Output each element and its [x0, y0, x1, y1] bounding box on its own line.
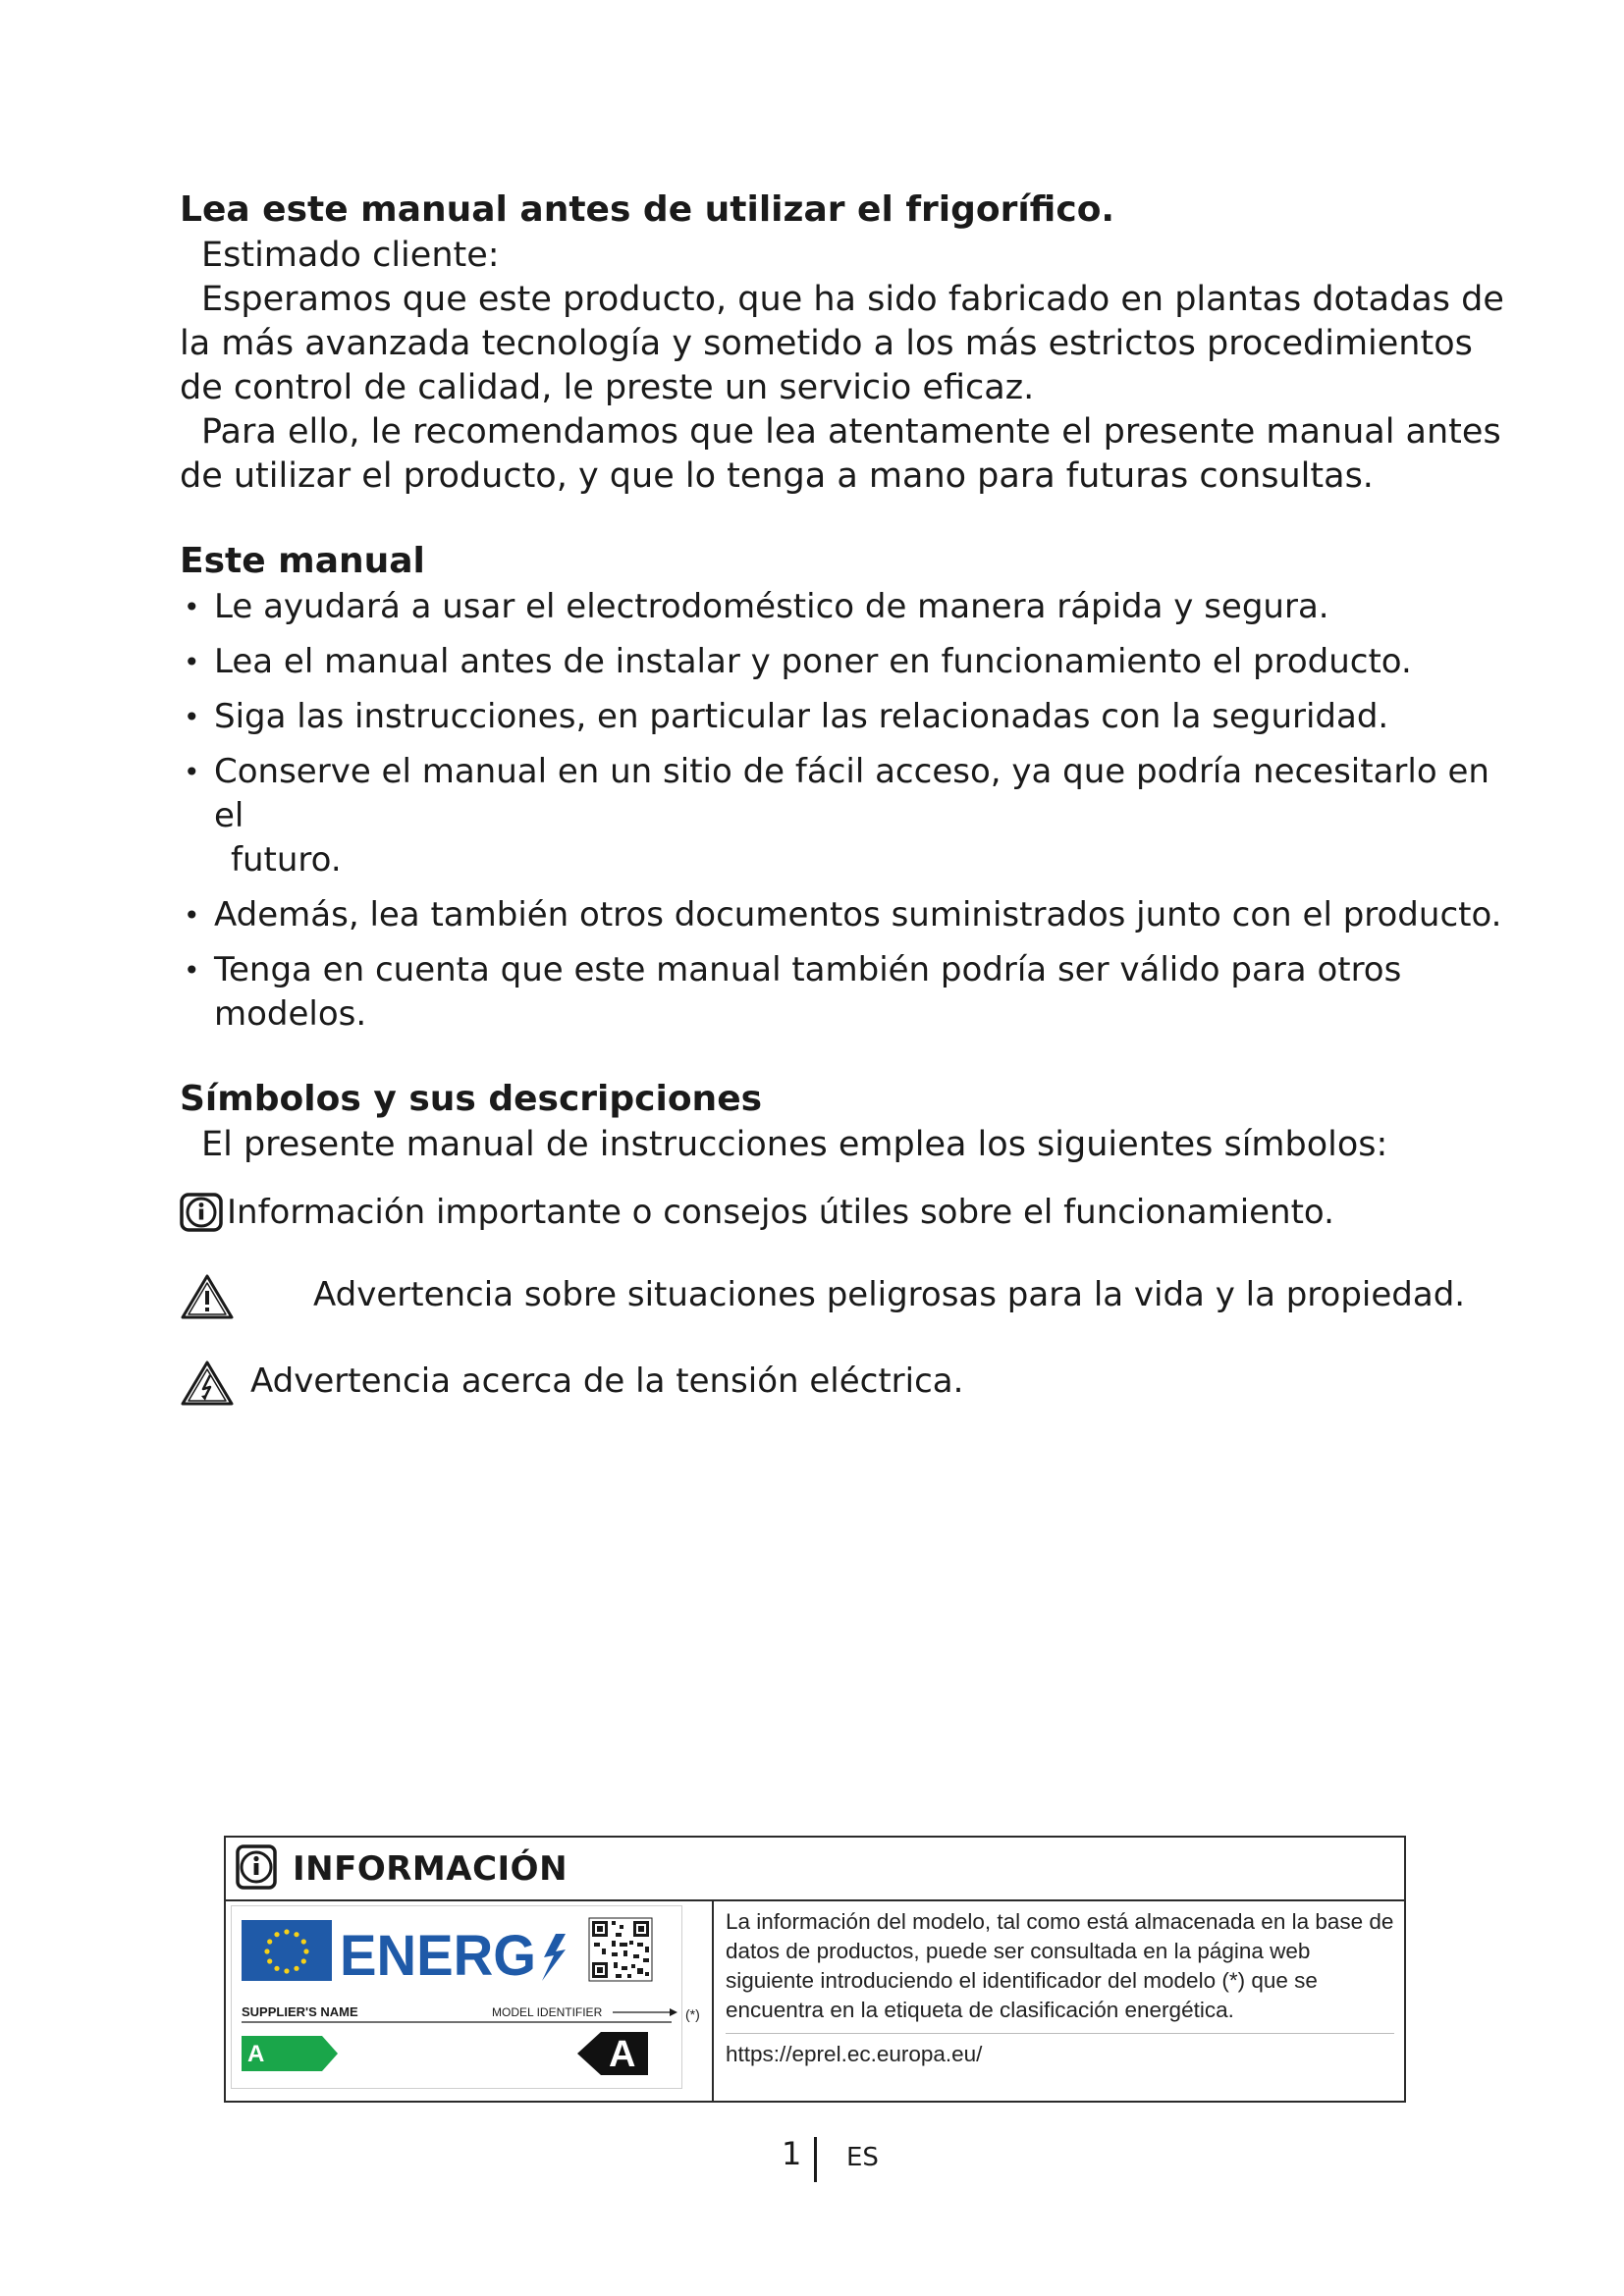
- info-icon: [236, 1844, 277, 1894]
- symbol-row-electric: [180, 1360, 1515, 1418]
- footer-divider: [814, 2137, 817, 2182]
- info-box-title: INFORMACIÓN: [293, 1848, 568, 1889]
- list-item: • Conserve el manual en un sitio de fácil acceso, ya que podría necesitarlo en el futuro.: [184, 752, 1489, 880]
- supplier-name-label: SUPPLIER'S NAME: [242, 2004, 358, 2019]
- energy-class-small: A: [247, 2041, 265, 2067]
- list-item: • Siga las instrucciones, en particular las relacionadas con la seguridad.: [184, 697, 1389, 736]
- list-item: • Le ayudará a usar el electrodoméstico de manera rápida y segura.: [184, 587, 1329, 626]
- manual-bullet-list: [180, 585, 1515, 1037]
- energy-class-big: A: [609, 2034, 636, 2075]
- list-item: • Lea el manual antes de instalar y poner en funcionamiento el producto.: [184, 642, 1412, 681]
- electric-warning-icon: [180, 1360, 235, 1418]
- greeting: Estimado cliente:: [201, 236, 500, 275]
- eu-flag-icon: [242, 1920, 332, 1981]
- info-icon: [180, 1193, 223, 1246]
- manual-page: [180, 187, 1515, 1418]
- model-asterisk: (*): [685, 2006, 700, 2022]
- energy-label: [231, 1905, 682, 2089]
- model-identifier-label: MODEL IDENTIFIER: [492, 2005, 603, 2019]
- symbols-intro: El presente manual de instrucciones emplea los siguientes símbolos:: [201, 1125, 1388, 1164]
- language-code: ES: [846, 2143, 879, 2172]
- eprel-link[interactable]: https://eprel.ec.europa.eu/: [726, 2033, 1394, 2069]
- intro-paragraph-1: Esperamos que este producto, que ha sido fabricado en plantas dotadas de la más avanzada tecnología y sometido a los más estrictos procedimientos de control de calidad, le preste un servicio eficaz.: [180, 280, 1504, 407]
- intro-heading: Lea este manual antes de utilizar el frigorífico.: [180, 189, 1115, 230]
- manual-section: [180, 538, 1515, 1037]
- symbols-section: [180, 1076, 1515, 1418]
- page-footer: [0, 2135, 1624, 2184]
- intro-paragraph-2: Para ello, le recomendamos que lea atentamente el presente manual antes de utilizar el producto, y que lo tenga a mano para futuras consultas.: [180, 412, 1501, 496]
- qr-code-icon: [589, 1918, 652, 1981]
- manual-heading: Este manual: [180, 541, 425, 581]
- info-box-text: La información del modelo, tal como está almacenada en la base de datos de productos, puede ser consultada en la página web siguiente introduciendo el identificador del modelo (*) que se encuentra en la etiqueta de clasificación energética.: [726, 1909, 1394, 2022]
- info-box-header: [226, 1838, 1404, 1901]
- symbol-row-info: [180, 1191, 1515, 1246]
- lightning-icon: [542, 1934, 566, 1981]
- symbol-row-warning: [180, 1273, 1515, 1332]
- list-item: • Tenga en cuenta que este manual también podría ser válido para otros modelos.: [184, 950, 1402, 1034]
- symbol-info-text: Información importante o consejos útiles sobre el funcionamiento.: [227, 1193, 1334, 1232]
- energy-label-panel: [226, 1901, 714, 2103]
- info-box: [224, 1836, 1406, 2103]
- info-box-text-panel: [714, 1901, 1404, 2103]
- list-item: • Además, lea también otros documentos suministrados junto con el producto.: [184, 895, 1502, 934]
- page-number: 1: [782, 2135, 802, 2172]
- symbol-warning-text: Advertencia sobre situaciones peligrosas para la vida y la propiedad.: [313, 1275, 1466, 1314]
- symbols-heading: Símbolos y sus descripciones: [180, 1079, 763, 1119]
- energy-wordmark: ENERG: [340, 1924, 536, 1988]
- symbol-electric-text: Advertencia acerca de la tensión eléctrica.: [250, 1362, 964, 1401]
- warning-icon: [180, 1273, 235, 1332]
